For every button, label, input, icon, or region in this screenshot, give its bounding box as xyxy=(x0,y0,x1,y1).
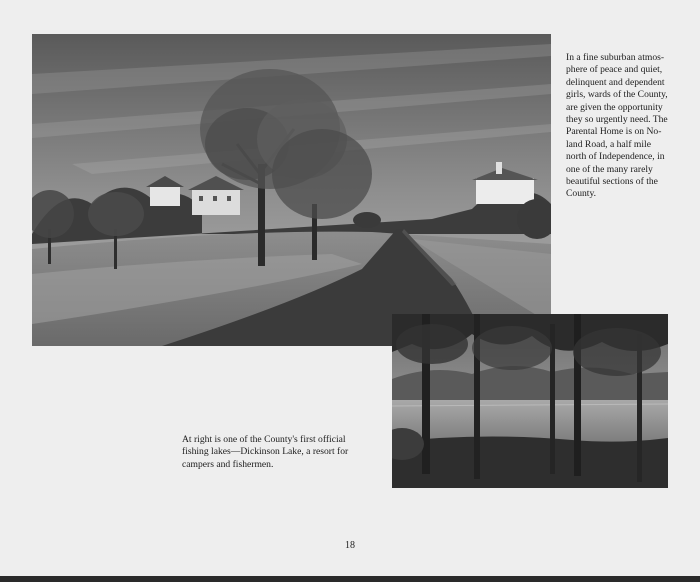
page-number: 18 xyxy=(345,540,355,551)
dickinson-lake-photo xyxy=(392,314,668,488)
dickinson-lake-caption: At right is one of the County's first official fishing lakes—Dickinson Lake, a resort for campers and fishermen. xyxy=(182,434,349,470)
parental-home-photo xyxy=(32,34,551,346)
page-edge-shadow xyxy=(0,576,700,582)
parental-home-caption: In a fine suburban atmos- phere of peace and quiet, delinquent and dependent girls, wards of the County, are given the opportunity they so urgently need. The Parental Home is on No- land Road, a half mile north of Independence, in one of the many rarely beautiful sections of the County. xyxy=(566,52,668,200)
